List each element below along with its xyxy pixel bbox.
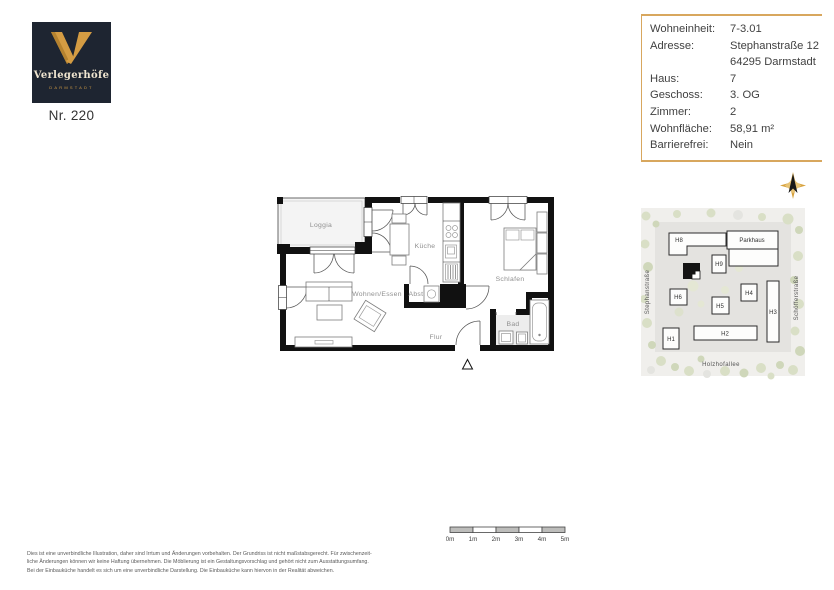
unit-info-table	[641, 14, 822, 162]
scale-bar-segments	[450, 527, 565, 533]
washing-machine	[424, 286, 439, 302]
info-label	[650, 54, 730, 71]
room-label-living: Wohnen/Essen	[352, 291, 402, 298]
info-label: Barrierefrei:	[650, 139, 709, 152]
scale-label-4m: 4m	[537, 536, 547, 543]
room-label-loggia: Loggia	[309, 222, 333, 229]
dining-table	[390, 214, 409, 265]
street-label-south: Holzhofallee	[702, 362, 740, 368]
coffee-table	[317, 305, 342, 320]
label-h3: H3	[769, 310, 777, 316]
info-row-haus	[650, 71, 822, 88]
brand-logo	[32, 22, 111, 103]
info-value: 7-3.01	[730, 23, 762, 35]
disclaimer-line-3: Bei der Einbauküche handelt es sich um eine unverbindliche Darstellung. Die Einbauküche kann hiervon in der Realität abweichen.	[27, 567, 335, 574]
info-value: 58,91 m²	[730, 122, 775, 135]
info-row-zimmer	[650, 104, 822, 121]
kitchen-counter	[443, 203, 460, 282]
room-label-bedroom: Schlafen	[495, 276, 525, 283]
info-row-adresse	[650, 38, 822, 55]
info-value: 64295 Darmstadt	[730, 56, 816, 69]
label-h2: H2	[721, 331, 729, 338]
label-h9: H9	[715, 262, 723, 268]
toilet	[517, 332, 528, 344]
building-h7-highlighted	[683, 263, 700, 279]
info-value: Nein	[730, 139, 754, 152]
bath-sink	[499, 331, 513, 344]
label-h5: H5	[716, 304, 724, 310]
entrance-marker-icon	[463, 360, 473, 370]
room-label-bath: Bad	[506, 321, 520, 328]
scale-bar	[446, 525, 572, 545]
compass-icon	[779, 172, 807, 200]
disclaimer-line-1: Dies ist eine unverbindliche Illustration, daher sind Irrtum und Änderungen vorbehalten. Der Grundriss ist nicht maßstabsgerecht. Für zwischenzeit-	[27, 551, 372, 557]
info-row-adresse-2	[650, 54, 822, 71]
info-label: Adresse:	[650, 39, 695, 52]
info-value: 3. OG	[730, 89, 760, 102]
wardrobe	[537, 212, 547, 274]
info-row-geschoss	[650, 87, 822, 104]
info-label: Wohneinheit:	[650, 23, 716, 35]
info-label: Haus:	[650, 72, 680, 85]
brand-name: Verlegerhöfe	[33, 70, 110, 81]
street-label-east: Schöfferstraße	[794, 275, 800, 321]
room-label-kitchen: Küche	[414, 243, 436, 250]
disclaimer-line-2: liche Änderungen können wir keine Haftung übernehmen. Die Möblierung ist ein Gestaltungsvorschlag und gehört nicht zum Ausstattungsumfang.	[27, 559, 369, 566]
sofa	[306, 282, 352, 301]
info-label: Geschoss:	[650, 89, 703, 102]
room-label-hall: Flur	[429, 334, 443, 341]
armchair	[354, 300, 386, 331]
label-h6: H6	[674, 295, 682, 301]
brand-city: DARMSTADT	[49, 85, 94, 90]
info-value: 2	[730, 105, 737, 118]
label-h8: H8	[675, 238, 683, 244]
street-label-west: Stephanstraße	[645, 269, 651, 315]
bed	[504, 228, 536, 270]
sideboard	[295, 337, 352, 347]
building-parkhaus-wing	[729, 249, 778, 266]
label-parkhaus: Parkhaus	[739, 238, 765, 244]
scale-label-1m: 1m	[468, 536, 478, 543]
scale-label-5m: 5m	[560, 536, 570, 543]
label-h1: H1	[667, 337, 675, 343]
scale-label-2m: 2m	[491, 536, 501, 543]
info-value: 7	[730, 72, 737, 85]
bathtub	[530, 300, 549, 344]
unit-number: Nr. 220	[48, 108, 95, 123]
floor-plan	[270, 188, 560, 383]
room-label-storage: Abst.	[408, 291, 426, 298]
logo-v-icon	[51, 31, 93, 65]
info-row-wohneinheit	[650, 21, 822, 38]
info-row-barrierefrei	[650, 137, 822, 154]
info-label: Zimmer:	[650, 105, 692, 118]
label-h4: H4	[745, 291, 753, 297]
scale-label-3m: 3m	[514, 536, 524, 543]
disclaimer-text	[27, 550, 403, 575]
info-value: Stephanstraße 12	[730, 39, 819, 52]
info-label: Wohnfläche:	[650, 122, 712, 135]
scale-label-0m: 0m	[446, 536, 455, 543]
info-row-wohnflaeche	[650, 121, 822, 138]
site-plan	[641, 204, 805, 384]
